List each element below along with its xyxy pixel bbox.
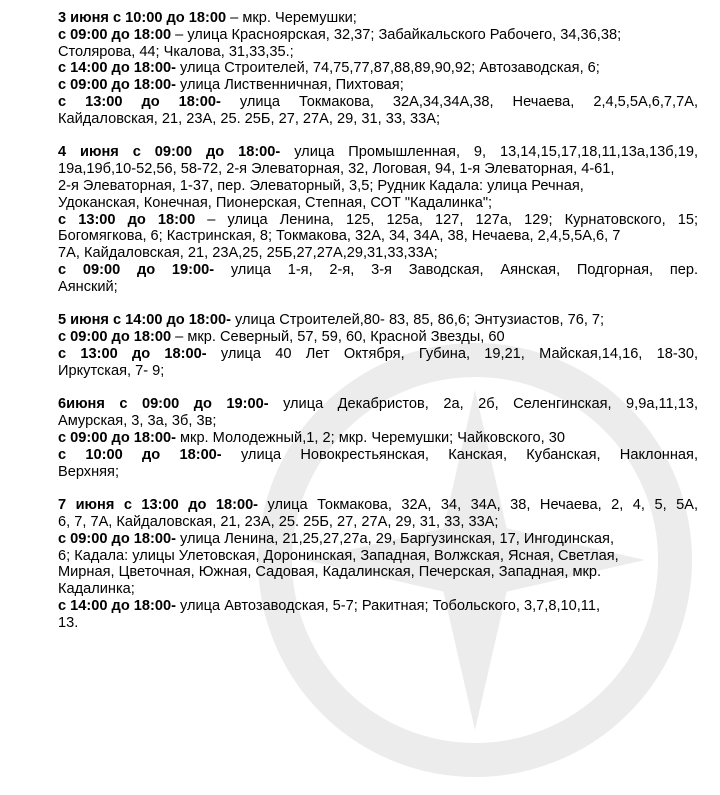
address-text: Аянский; bbox=[58, 278, 118, 295]
schedule-line bbox=[58, 94, 698, 111]
address-text: улица Токмакова, 32А,34,34А,38, Нечаева, 2,4,5,5А,6,7,7А, bbox=[220, 93, 698, 110]
address-text: Удоканская, Конечная, Пионерская, Степная, СОТ "Кадалинка"; bbox=[58, 194, 493, 211]
schedule-line bbox=[58, 531, 698, 548]
schedule-line bbox=[58, 161, 698, 178]
address-text: улица 1-я, 2-я, 3-я Заводская, Аянская, Подгорная, пер. bbox=[214, 261, 698, 278]
schedule-line bbox=[58, 363, 698, 380]
schedule-day-block bbox=[58, 144, 698, 295]
schedule-line bbox=[58, 279, 698, 296]
schedule-line bbox=[58, 430, 698, 447]
schedule-day-block bbox=[58, 396, 698, 480]
schedule-day-block bbox=[58, 312, 698, 379]
schedule-line bbox=[58, 77, 698, 94]
address-text: улица Декабристов, 2а, 2б, Селенгинская, 9,9а,11,13, bbox=[268, 396, 698, 413]
address-text: мкр. Молодежный,1, 2; мкр. Черемушки; Чайковского, 30 bbox=[175, 429, 565, 446]
address-text: 2-я Элеваторная, 1-37, пер. Элеваторный, 3,5; Рудник Кадала: улица Речная, bbox=[58, 177, 584, 194]
address-text: – мкр. Черемушки; bbox=[226, 10, 357, 26]
address-text: Богомягкова, 6; Кастринская, 8; Токмакова, 32А, 34, 34А, 38, Нечаева, 2,4,5,5А,6, 7 bbox=[58, 228, 621, 245]
time-range-label: с 14:00 до 18:00- bbox=[58, 597, 176, 614]
schedule-line bbox=[58, 262, 698, 279]
address-text: улица Промышленная, 9, 13,14,15,17,18,11,13а,13б,19, bbox=[280, 144, 698, 161]
schedule-line bbox=[58, 396, 698, 413]
schedule-line bbox=[58, 27, 698, 44]
schedule-line bbox=[58, 178, 698, 195]
address-text: улица Ленина, 21,25,27,27а, 29, Баргузинская, 17, Ингодинская, bbox=[175, 530, 615, 547]
schedule-line bbox=[58, 514, 698, 531]
time-range-label: с 13:00 до 18:00 bbox=[58, 211, 196, 228]
address-text: 7А, Кайдаловская, 21, 23А,25, 25Б,27,27А,29,31,33,33А; bbox=[58, 245, 438, 262]
schedule-line bbox=[58, 497, 698, 514]
time-range-label: с 09:00 до 18:00- bbox=[58, 429, 176, 446]
time-range-label: 3 июня с 10:00 до 18:00 bbox=[58, 10, 227, 26]
schedule-line bbox=[58, 548, 698, 565]
address-text: 13. bbox=[58, 614, 79, 631]
address-text: – улица Ленина, 125, 125а, 127, 127а, 129; Курнатовского, 15; bbox=[195, 211, 698, 228]
address-text: – улица Красноярская, 32,37; Забайкальского Рабочего, 34,36,38; bbox=[171, 26, 622, 43]
time-range-label: с 13:00 до 18:00- bbox=[58, 345, 207, 362]
schedule-line bbox=[58, 564, 698, 581]
time-range-label: 4 июня с 09:00 до 18:00- bbox=[58, 144, 281, 161]
address-text: Амурская, 3, 3а, 3б, 3в; bbox=[58, 413, 217, 430]
block-spacer bbox=[58, 128, 698, 145]
block-spacer bbox=[58, 296, 698, 313]
schedule-line bbox=[58, 447, 698, 464]
schedule-line bbox=[58, 413, 698, 430]
schedule-day-block bbox=[58, 497, 698, 631]
schedule-line bbox=[58, 60, 698, 77]
time-range-label: с 09:00 до 18:00 bbox=[58, 329, 172, 346]
address-text: Верхняя; bbox=[58, 463, 120, 480]
address-text: улица Строителей, 74,75,77,87,88,89,90,92; Автозаводская, 6; bbox=[175, 60, 600, 77]
schedule-day-block bbox=[58, 10, 698, 128]
address-text: Кайдаловская, 21, 23А, 25. 25Б, 27, 27А, 29, 31, 33, 33А; bbox=[58, 110, 441, 127]
address-text: 6; Кадала: улицы Улетовская, Доронинская, Западная, Волжская, Ясная, Светлая, bbox=[58, 547, 619, 564]
address-text: улица 40 Лет Октября, Губина, 19,21, Майская,14,16, 18-30, bbox=[206, 345, 698, 362]
address-text: – мкр. Северный, 57, 59, 60, Красной Звезды, 60 bbox=[171, 329, 505, 346]
outage-schedule-document bbox=[58, 10, 698, 631]
schedule-line bbox=[58, 212, 698, 229]
address-text: Столярова, 44; Чкалова, 31,33,35.; bbox=[58, 43, 294, 60]
schedule-line bbox=[58, 144, 698, 161]
address-text: улица Токмакова, 32А, 34, 34А, 38, Нечаева, 2, 4, 5, 5А, bbox=[258, 497, 698, 514]
schedule-line bbox=[58, 228, 698, 245]
time-range-label: с 09:00 до 18:00 bbox=[58, 26, 172, 43]
time-range-label: с 10:00 до 18:00- bbox=[58, 446, 222, 463]
address-text: Мирная, Цветочная, Южная, Садовая, Кадалинская, Печерская, Западная, мкр. bbox=[58, 564, 602, 581]
time-range-label: 7 июня с 13:00 до 18:00- bbox=[58, 497, 259, 514]
time-range-label: с 09:00 до 18:00- bbox=[58, 77, 176, 94]
schedule-line bbox=[58, 312, 698, 329]
schedule-line bbox=[58, 44, 698, 61]
address-text: улица Строителей,80- 83, 85, 86,6; Энтузиастов, 76, 7; bbox=[230, 312, 605, 329]
address-text: 6, 7, 7А, Кайдаловская, 21, 23А, 25. 25Б, 27, 27А, 29, 31, 33, 33А; bbox=[58, 513, 499, 530]
schedule-line bbox=[58, 581, 698, 598]
schedule-line bbox=[58, 464, 698, 481]
time-range-label: с 09:00 до 18:00- bbox=[58, 530, 176, 547]
address-text: улица Лиственничная, Пихтовая; bbox=[175, 77, 404, 94]
address-text: улица Новокрестьянская, Канская, Кубанская, Наклонная, bbox=[221, 446, 698, 463]
time-range-label: с 09:00 до 19:00- bbox=[58, 261, 215, 278]
schedule-line bbox=[58, 598, 698, 615]
block-spacer bbox=[58, 380, 698, 397]
schedule-line bbox=[58, 10, 698, 27]
block-spacer bbox=[58, 480, 698, 497]
schedule-line bbox=[58, 346, 698, 363]
schedule-line bbox=[58, 615, 698, 632]
schedule-line bbox=[58, 245, 698, 262]
time-range-label: 5 июня с 14:00 до 18:00- bbox=[58, 312, 231, 329]
time-range-label: 6июня с 09:00 до 19:00- bbox=[58, 396, 269, 413]
time-range-label: с 14:00 до 18:00- bbox=[58, 60, 176, 77]
time-range-label: с 13:00 до 18:00- bbox=[58, 93, 221, 110]
schedule-line bbox=[58, 195, 698, 212]
address-text: 19а,19б,10-52,56, 58-72, 2-я Элеваторная, 32, Логовая, 94, 1-я Элеваторная, 4-61, bbox=[58, 161, 615, 178]
address-text: Иркутская, 7- 9; bbox=[58, 362, 165, 379]
address-text: Кадалинка; bbox=[58, 581, 135, 598]
address-text: улица Автозаводская, 5-7; Ракитная; Тобольского, 3,7,8,10,11, bbox=[175, 597, 601, 614]
schedule-line bbox=[58, 329, 698, 346]
schedule-line bbox=[58, 111, 698, 128]
